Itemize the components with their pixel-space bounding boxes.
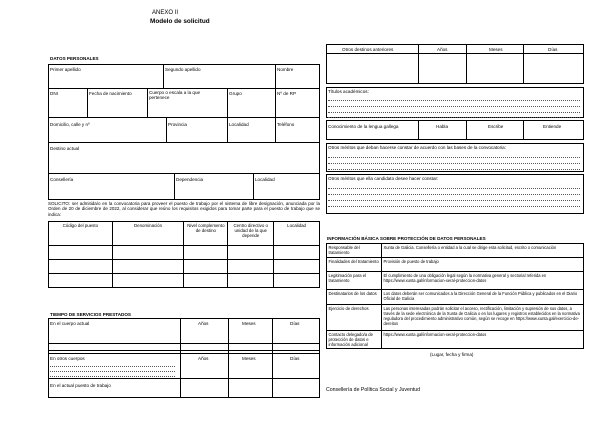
label-dep-locality: Localidad bbox=[255, 177, 275, 182]
label-speaks: Habla bbox=[436, 124, 449, 129]
privacy-label: Responsable del tratamiento bbox=[327, 244, 382, 258]
privacy-value: https://www.xunta.gal/informacion-xeral-proteccion-datos bbox=[382, 331, 584, 349]
table-row bbox=[327, 258, 584, 272]
label-current-post-time: En el actual puesto de trabajo bbox=[50, 383, 111, 388]
privacy-label: Destinatarios de los datos bbox=[327, 290, 382, 305]
label-province: Provincia bbox=[168, 122, 187, 127]
privacy-label: Legitimación para el tratamiento bbox=[327, 272, 382, 290]
service-section-title: TIEMPO DE SERVICIOS PRESTADOS bbox=[50, 312, 132, 317]
post-header-locality: Localidad bbox=[274, 222, 320, 246]
label-other-merits: Otros méritos que ella candidato desee hacer constar: bbox=[328, 176, 439, 181]
privacy-table bbox=[326, 243, 584, 349]
annex-label: ANEXO II bbox=[152, 10, 179, 16]
label-academic: Títulos académicos: bbox=[328, 89, 369, 94]
post-header-code: Código del puesto bbox=[49, 222, 113, 246]
label-birth-date: Fecha de nacimiento bbox=[89, 91, 132, 96]
table-row bbox=[327, 244, 584, 258]
table-row bbox=[327, 331, 584, 349]
label-merits: Otros méritos que deban hacerse constar de acuerdo con las bases de la convocatoria: bbox=[328, 145, 506, 150]
label-department: Consellería bbox=[50, 177, 74, 182]
label-name: Nombre bbox=[277, 67, 294, 72]
label-address: Domicilio, calle y nº bbox=[50, 122, 90, 127]
footer-department: Consellería de Política Social y Juventud bbox=[326, 387, 421, 393]
label-galician: Conocimiento de la lengua gallega bbox=[328, 124, 399, 129]
galician-box bbox=[326, 120, 584, 140]
privacy-label: Contacto delegado/a de protección de datos e información adicional bbox=[327, 331, 382, 349]
label-corps: Cuerpo o escala a la que pertenece bbox=[149, 90, 201, 101]
label-second-surname: Segundo apellido bbox=[165, 67, 201, 72]
label-years-1: Años bbox=[198, 321, 209, 326]
label-years-3: Años bbox=[437, 47, 448, 52]
label-current-corps: En el cuerpo actual bbox=[50, 321, 90, 326]
place-date-signature: (Lugar, fecha y firma) bbox=[430, 352, 474, 357]
page-title: Modelo de solicitud bbox=[150, 18, 210, 25]
post-header-level: Nivel complemento de destino bbox=[184, 222, 228, 246]
privacy-section-title: INFORMACIÓN BÁSICA SOBRE PROTECCIÓN DE DATOS PERSONALES bbox=[327, 236, 486, 241]
post-header-name: Denominación bbox=[112, 222, 184, 246]
privacy-label: Ejercicio de derechos bbox=[327, 305, 382, 331]
label-days-3: Días bbox=[548, 47, 558, 52]
post-header-center: Centro directivo o unidad de la que depende bbox=[228, 222, 274, 246]
table-row bbox=[327, 272, 584, 290]
privacy-label: Finalidades del tratamiento bbox=[327, 258, 382, 272]
label-dependency: Dependencia bbox=[176, 177, 204, 182]
label-years-2: Años bbox=[198, 356, 209, 361]
label-months-3: Meses bbox=[489, 47, 503, 52]
privacy-value: El cumplimiento de una obligación legal según la normativa general y sectorial referida en https://www.xunta.gal/informacion-xeral-proteccion-datos bbox=[382, 272, 584, 290]
table-row bbox=[49, 274, 320, 288]
label-other-corps: En otros cuerpos bbox=[50, 356, 85, 361]
label-days-1: Días bbox=[290, 321, 300, 326]
privacy-value: Los datos deberán ser comunicados a la Dirección General de la Función Pública y publicados en el Diario Oficial de Galicia bbox=[382, 290, 584, 305]
label-days-2: Días bbox=[290, 356, 300, 361]
table-row bbox=[327, 305, 584, 331]
label-current-post: Destino actual bbox=[50, 146, 80, 151]
label-locality: Localidad bbox=[229, 122, 249, 127]
request-paragraph: SOLICITO: ser admitida/o en la convocatoria para proveer el puesto de trabajo por el sistema de libre designación, anunciada por la Orden de 20 de diciembre de 2022, al considerar que reúno los requisitos exigidos para tomar parte para el puesto de trabajo que se indica: bbox=[48, 201, 320, 217]
table-row bbox=[327, 290, 584, 305]
label-months-1: Meses bbox=[242, 321, 256, 326]
label-months-2: Meses bbox=[242, 356, 256, 361]
label-other-posts: Otros destinos anteriores bbox=[342, 47, 394, 52]
label-first-surname: Primer apellido bbox=[50, 67, 81, 72]
label-writes: Escribe bbox=[488, 124, 504, 129]
label-dni: DNI bbox=[50, 91, 58, 96]
table-row bbox=[49, 260, 320, 274]
post-table bbox=[48, 221, 320, 288]
label-group: Grupo bbox=[229, 91, 242, 96]
label-rp: Nº de RP bbox=[277, 91, 297, 96]
personal-section-title: DATOS PERSONALES bbox=[50, 56, 99, 61]
label-phone: Teléfono bbox=[277, 122, 295, 127]
privacy-value: Provisión de puesto de trabajo bbox=[382, 258, 584, 272]
privacy-value: Las personas interesadas podrán solicitar el acceso, rectificación, limitación y supresión de sus datos, a través de la sede electrónica de la Xunta de Galicia o en los lugares y registros establecidos en la normativa reguladora del procedimiento administrativo común, según se recoge en https://www.xunta.gal/exercicio-de-dereitos bbox=[382, 305, 584, 331]
privacy-value: Xunta de Galicia. Consellería o entidad a la cual se dirige esta solicitud, escrito o comunicación bbox=[382, 244, 584, 258]
label-understands: Entiende bbox=[543, 124, 562, 129]
table-row bbox=[49, 246, 320, 260]
